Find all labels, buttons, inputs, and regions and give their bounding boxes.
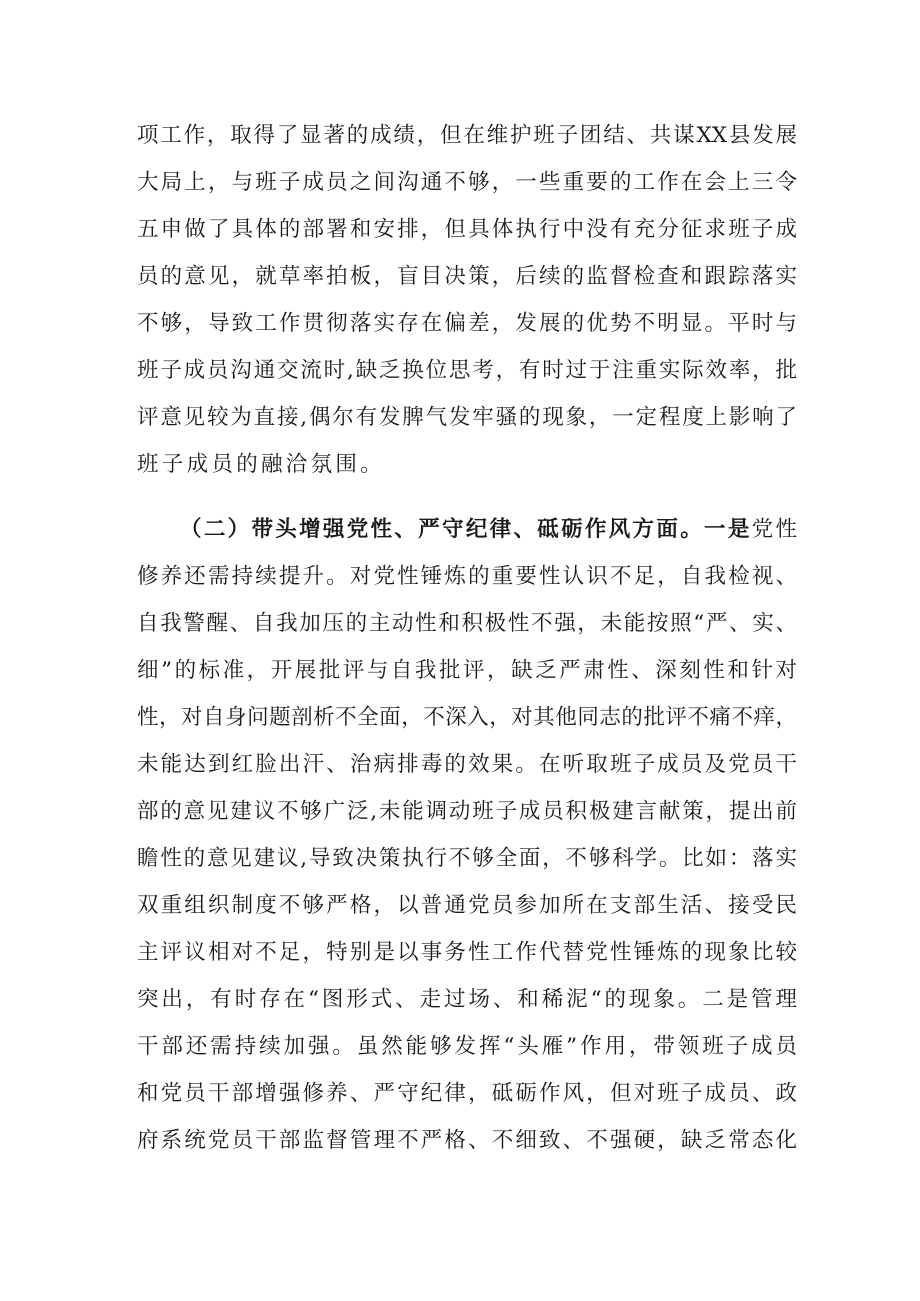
paragraph-2-line: 自我警醒、自我加压的主动性和积极性不强，未能按照“严、实、 bbox=[137, 611, 797, 636]
paragraph-2-line: 修养还需持续提升。对党性锤炼的重要性认识不足，自我检视、 bbox=[137, 564, 797, 589]
paragraph-1-line: 不够，导致工作贯彻落实存在偏差，发展的优势不明显。平时与 bbox=[137, 311, 797, 336]
paragraph-2-first-line-rest: 党性 bbox=[751, 517, 797, 542]
section-heading: （二）带头增强党性、严守纪律、砥砺作风方面。一是 bbox=[180, 517, 752, 542]
paragraph-1-line: 班子成员沟通交流时,缺乏换位思考，有时过于注重实际效率，批 bbox=[137, 358, 797, 383]
paragraph-2-line: 府系统党员干部监督管理不严格、不细致、不强硬，缺乏常态化 bbox=[137, 1128, 797, 1153]
paragraph-1-line: 班子成员的融洽氛围。 bbox=[137, 452, 386, 477]
paragraph-2-line: 干部还需持续加强。虽然能够发挥“头雁”作用，带领班子成员 bbox=[137, 1034, 797, 1059]
paragraph-2-line: 部的意见建议不够广泛,未能调动班子成员积极建言献策，提出前 bbox=[137, 799, 797, 824]
paragraph-1-line: 五申做了具体的部署和安排，但具体执行中没有充分征求班子成 bbox=[137, 217, 797, 242]
paragraph-2-line: 和党员干部增强修养、严守纪律，砥砺作风，但对班子成员、政 bbox=[137, 1081, 797, 1106]
paragraph-2-line: 双重组织制度不够严格，以普通党员参加所在支部生活、接受民 bbox=[137, 893, 797, 918]
paragraph-2-line: 细”的标准，开展批评与自我批评，缺乏严肃性、深刻性和针对 bbox=[137, 658, 797, 683]
paragraph-1-line: 大局上，与班子成员之间沟通不够，一些重要的工作在会上三令 bbox=[137, 170, 797, 195]
paragraph-1-line: 评意见较为直接,偶尔有发脾气发牢骚的现象，一定程度上影响了 bbox=[137, 405, 797, 430]
paragraph-2-line: 性，对自身问题剖析不全面，不深入，对其他同志的批评不痛不痒， bbox=[137, 705, 797, 730]
paragraph-2-line: 未能达到红脸出汗、治病排毒的效果。在听取班子成员及党员干 bbox=[137, 752, 797, 777]
paragraph-1-line: 项工作，取得了显著的成绩，但在维护班子团结、共谋XX县发展 bbox=[137, 123, 797, 148]
paragraph-2-line: 突出，有时存在“图形式、走过场、和稀泥“的现象。二是管理 bbox=[137, 987, 797, 1012]
paragraph-2-line: 瞻性的意见建议,导致决策执行不够全面，不够科学。比如：落实 bbox=[137, 846, 797, 871]
paragraph-2-line: 主评议相对不足，特别是以事务性工作代替党性锤炼的现象比较 bbox=[137, 940, 797, 965]
paragraph-2-first-line bbox=[137, 516, 797, 544]
paragraph-1-line: 员的意见，就草率拍板，盲目决策，后续的监督检查和跟踪落实 bbox=[137, 264, 797, 289]
